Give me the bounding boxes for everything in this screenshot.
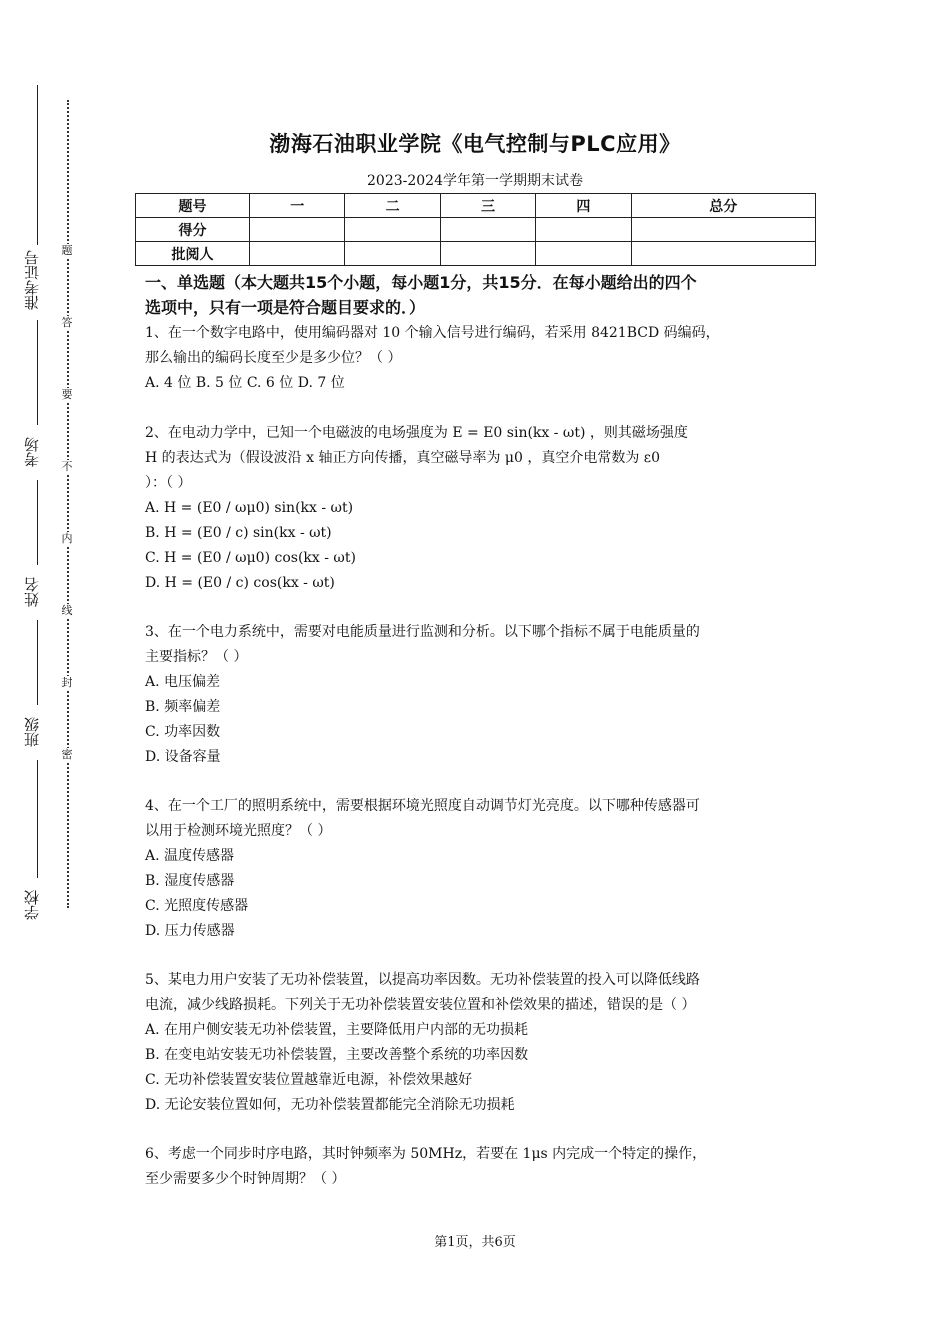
- question-5: [145, 968, 813, 1118]
- section-heading: [145, 270, 813, 320]
- col-header: 一: [250, 194, 345, 218]
- col-header: 三: [440, 194, 535, 218]
- question-2: [145, 421, 813, 596]
- option-c: C. 功率因数: [145, 724, 221, 740]
- section-heading-line: 选项中，只有一项是符合题目要求的．）: [145, 298, 426, 317]
- col-header: 总分: [631, 194, 815, 218]
- seal-char: 封: [61, 676, 73, 689]
- question-text: 1、在一个数字电路中，使用编码器对 10 个输入信号进行编码，若采用 8421BCD 码编码，: [145, 325, 720, 341]
- grader-cell[interactable]: [345, 242, 440, 266]
- grader-cell[interactable]: [631, 242, 815, 266]
- question-options: A. 4 位 B. 5 位 C. 6 位 D. 7 位: [145, 375, 345, 391]
- exam-subtitle: 2023-2024学年第一学期期末试卷: [367, 173, 583, 189]
- grader-cell[interactable]: [250, 242, 345, 266]
- option-a: A. 温度传感器: [145, 848, 235, 864]
- class-line: [37, 620, 38, 705]
- grader-cell[interactable]: [440, 242, 535, 266]
- option-d: D. 无论安装位置如何，无功补偿装置都能完全消除无功损耗: [145, 1097, 515, 1113]
- question-text: H 的表达式为（假设波沿 x 轴正方向传播，真空磁导率为 μ0 ，真空介电常数为 ε0: [145, 450, 660, 466]
- question-6: [145, 1142, 813, 1192]
- question-text: 5、某电力用户安装了无功补偿装置，以提高功率因数。无功补偿装置的投入可以降低线路: [145, 972, 700, 988]
- score-cell[interactable]: [631, 218, 815, 242]
- score-cell[interactable]: [250, 218, 345, 242]
- question-text: ）：（ ）: [145, 475, 192, 491]
- row-header: 批阅人: [136, 242, 250, 266]
- score-table: [135, 193, 816, 266]
- option-d: D. H = (E0 / c) cos(kx - ωt): [145, 575, 335, 591]
- exam-room-label: 考场: [23, 437, 41, 467]
- score-cell[interactable]: [440, 218, 535, 242]
- option-d: D. 压力传感器: [145, 923, 235, 939]
- option-d: D. 设备容量: [145, 749, 221, 765]
- score-row: [136, 218, 816, 242]
- exam-id-label: 准考证号: [23, 250, 41, 310]
- col-header: 题号: [136, 194, 250, 218]
- col-header: 四: [536, 194, 631, 218]
- question-text: 主要指标？（ ）: [145, 649, 248, 665]
- question-text: 2、在电动力学中，已知一个电磁波的电场强度为 E = E0 sin(kx - ωt) ，则其磁场强度: [145, 425, 688, 441]
- seal-char: 不: [61, 460, 73, 473]
- question-text: 3、在一个电力系统中，需要对电能质量进行监测和分析。以下哪个指标不属于电能质量的: [145, 624, 700, 640]
- col-header: 二: [345, 194, 440, 218]
- seal-char: 题: [61, 244, 73, 257]
- exam-id-line: [37, 85, 38, 245]
- option-b: B. H = (E0 / c) sin(kx - ωt): [145, 525, 332, 541]
- grader-cell[interactable]: [536, 242, 631, 266]
- option-c: C. 无功补偿装置安装位置越靠近电源，补偿效果越好: [145, 1072, 473, 1088]
- score-cell[interactable]: [345, 218, 440, 242]
- question-3: [145, 620, 813, 770]
- option-c: C. H = (E0 / ωμ0) cos(kx - ωt): [145, 550, 356, 566]
- option-c: C. 光照度传感器: [145, 898, 249, 914]
- seal-char: 要: [61, 388, 73, 401]
- question-text: 至少需要多少个时钟周期？（ ）: [145, 1171, 346, 1187]
- question-text: 电流，减少线路损耗。下列关于无功补偿装置安装位置和补偿效果的描述，错误的是（ ）: [145, 997, 696, 1013]
- question-4: [145, 794, 813, 944]
- option-b: B. 频率偏差: [145, 699, 221, 715]
- seal-char: 答: [61, 316, 73, 329]
- question-1: [145, 321, 813, 396]
- option-b: B. 在变电站安装无功补偿装置，主要改善整个系统的功率因数: [145, 1047, 529, 1063]
- question-text: 4、在一个工厂的照明系统中，需要根据环境光照度自动调节灯光亮度。以下哪种传感器可: [145, 798, 700, 814]
- question-text: 以用于检测环境光照度？（ ）: [145, 823, 332, 839]
- name-line: [37, 480, 38, 565]
- seal-line: [67, 100, 69, 908]
- section-heading-line: 一、单选题（本大题共15个小题，每小题1分，共15分．在每小题给出的四个: [145, 273, 697, 292]
- school-line: [37, 760, 38, 878]
- seal-char: 密: [61, 748, 73, 761]
- score-cell[interactable]: [536, 218, 631, 242]
- row-header: 得分: [136, 218, 250, 242]
- option-b: B. 湿度传感器: [145, 873, 235, 889]
- name-label: 姓名: [23, 577, 41, 607]
- exam-room-line: [37, 320, 38, 425]
- school-label: 学校: [23, 890, 41, 920]
- score-table-header-row: [136, 194, 816, 218]
- question-text: 6、考虑一个同步时序电路，其时钟频率为 50MHz，若要在 1μs 内完成一个特定的操作，: [145, 1146, 707, 1162]
- seal-char: 线: [61, 604, 73, 617]
- page-number: 第1页，共6页: [434, 1235, 516, 1250]
- exam-title: 渤海石油职业学院《电气控制与PLC应用》: [269, 132, 681, 156]
- option-a: A. H = (E0 / ωμ0) sin(kx - ωt): [145, 500, 354, 516]
- class-label: 班级: [23, 717, 41, 747]
- option-a: A. 在用户侧安装无功补偿装置，主要降低用户内部的无功损耗: [145, 1022, 529, 1038]
- option-a: A. 电压偏差: [145, 674, 221, 690]
- grader-row: [136, 242, 816, 266]
- question-text: 那么输出的编码长度至少是多少位？（ ）: [145, 350, 402, 366]
- seal-char: 内: [61, 532, 73, 545]
